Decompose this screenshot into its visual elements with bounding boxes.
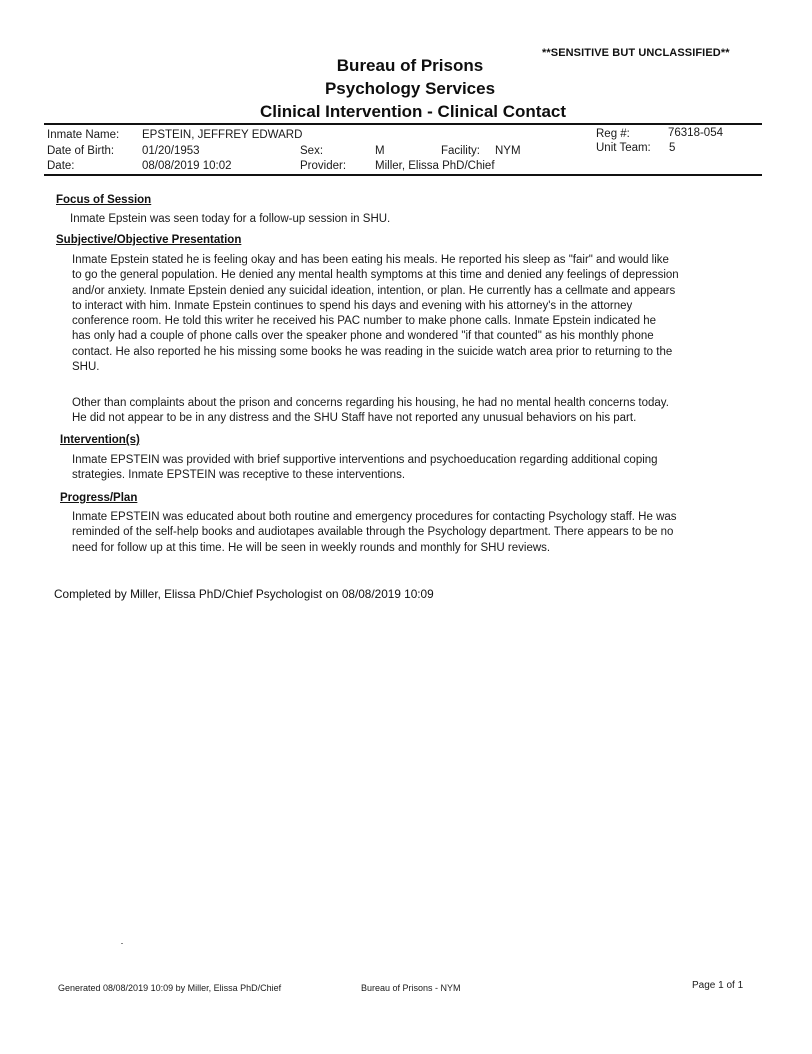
focus-line: Inmate Epstein was seen today for a follow-up session in SHU. — [70, 213, 391, 225]
unit-team-label: Unit Team: — [596, 142, 651, 154]
facility-value: NYM — [495, 145, 521, 157]
date-value: 08/08/2019 10:02 — [142, 160, 232, 172]
demographics-top-rule — [44, 123, 762, 125]
reg-label: Reg #: — [596, 128, 630, 140]
intervention-line: strategies. Inmate EPSTEIN was receptive to these interventions. — [72, 469, 406, 482]
progress-text — [72, 510, 677, 556]
footer-page-number: Page 1 of 1 — [692, 980, 744, 991]
subjective-line: conference room. He told this writer he received his PAC number to make phone calls. Inmate Epstein indicated he — [72, 315, 657, 328]
demographics-bottom-rule — [44, 174, 762, 176]
provider-value: Miller, Elissa PhD/Chief — [375, 160, 495, 172]
inmate-name-value: EPSTEIN, JEFFREY EDWARD — [142, 129, 303, 141]
subjective-heading: Subjective/Objective Presentation — [56, 234, 242, 246]
inmate-name-label: Inmate Name: — [47, 129, 120, 141]
completed-by: Completed by Miller, Elissa PhD/Chief Psychologist on 08/08/2019 10:09 — [54, 587, 434, 601]
progress-line: need for follow up at this time. He will be seen in weekly rounds and monthly for SHU reviews. — [72, 541, 551, 554]
subjective-line: Other than complaints about the prison and concerns regarding his housing, he had no mental health concerns today. — [72, 397, 669, 409]
subjective-line: and/or anxiety. Inmate Epstein denied any suicidal ideation, intention, or plan. He currently has a cellmate and appears — [72, 284, 676, 297]
footer-generated: Generated 08/08/2019 10:09 by Miller, Elissa PhD/Chief — [58, 983, 282, 993]
progress-heading: Progress/Plan — [60, 492, 138, 504]
focus-text — [70, 212, 390, 227]
unit-team-value: 5 — [669, 142, 676, 154]
sex-value: M — [375, 145, 385, 157]
intervention-line: Inmate EPSTEIN was provided with brief supportive interventions and psychoeducation regarding additional coping — [72, 454, 658, 466]
dob-label: Date of Birth: — [47, 145, 115, 157]
date-label: Date: — [47, 160, 75, 172]
facility-label: Facility: — [441, 145, 480, 157]
progress-line: reminded of the self-help books and audiotapes available through the Psychology department. There appears to be no — [72, 526, 674, 539]
sex-label: Sex: — [300, 145, 324, 157]
scan-speck — [121, 943, 123, 944]
title-agency: Bureau of Prisons — [336, 56, 484, 75]
reg-value: 76318-054 — [668, 127, 723, 139]
provider-label: Provider: — [300, 160, 347, 172]
subjective-line: He did not appear to be in any distress and the SHU Staff have not reported any unusual behaviors on his part. — [72, 412, 637, 425]
document-title — [0, 54, 812, 123]
subjective-line: to interact with him. Inmate Epstein continues to spend his days and evening with his attorney's in the attorney — [72, 299, 633, 312]
subjective-paragraph-2 — [72, 396, 669, 427]
title-department: Psychology Services — [324, 79, 496, 98]
footer-facility: Bureau of Prisons - NYM — [361, 983, 461, 993]
subjective-line: contact. He also reported he his missing some books he was reading in the suicide watch area prior to returning to the — [72, 345, 673, 358]
subjective-line: SHU. — [72, 361, 100, 374]
subjective-line: has only had a couple of phone calls over the speaker phone and wondered "if that counted" as his monthly phone — [72, 330, 654, 343]
title-form: Clinical Intervention - Clinical Contact — [259, 102, 567, 121]
subjective-paragraph-1 — [72, 253, 679, 375]
subjective-line: Inmate Epstein stated he is feeling okay and has been eating his meals. He reported his sleep as "fair" and would like — [72, 254, 669, 266]
intervention-heading: Intervention(s) — [60, 434, 140, 446]
focus-heading: Focus of Session — [56, 194, 152, 206]
dob-value: 01/20/1953 — [142, 145, 200, 157]
intervention-text — [72, 453, 658, 484]
subjective-line: to go the general population. He denied any mental health symptoms at this time and denied any feelings of depression — [72, 269, 679, 282]
progress-line: Inmate EPSTEIN was educated about both routine and emergency procedures for contacting Psychology staff. He was — [72, 511, 677, 523]
classification-marking: **SENSITIVE BUT UNCLASSIFIED** — [542, 47, 730, 59]
